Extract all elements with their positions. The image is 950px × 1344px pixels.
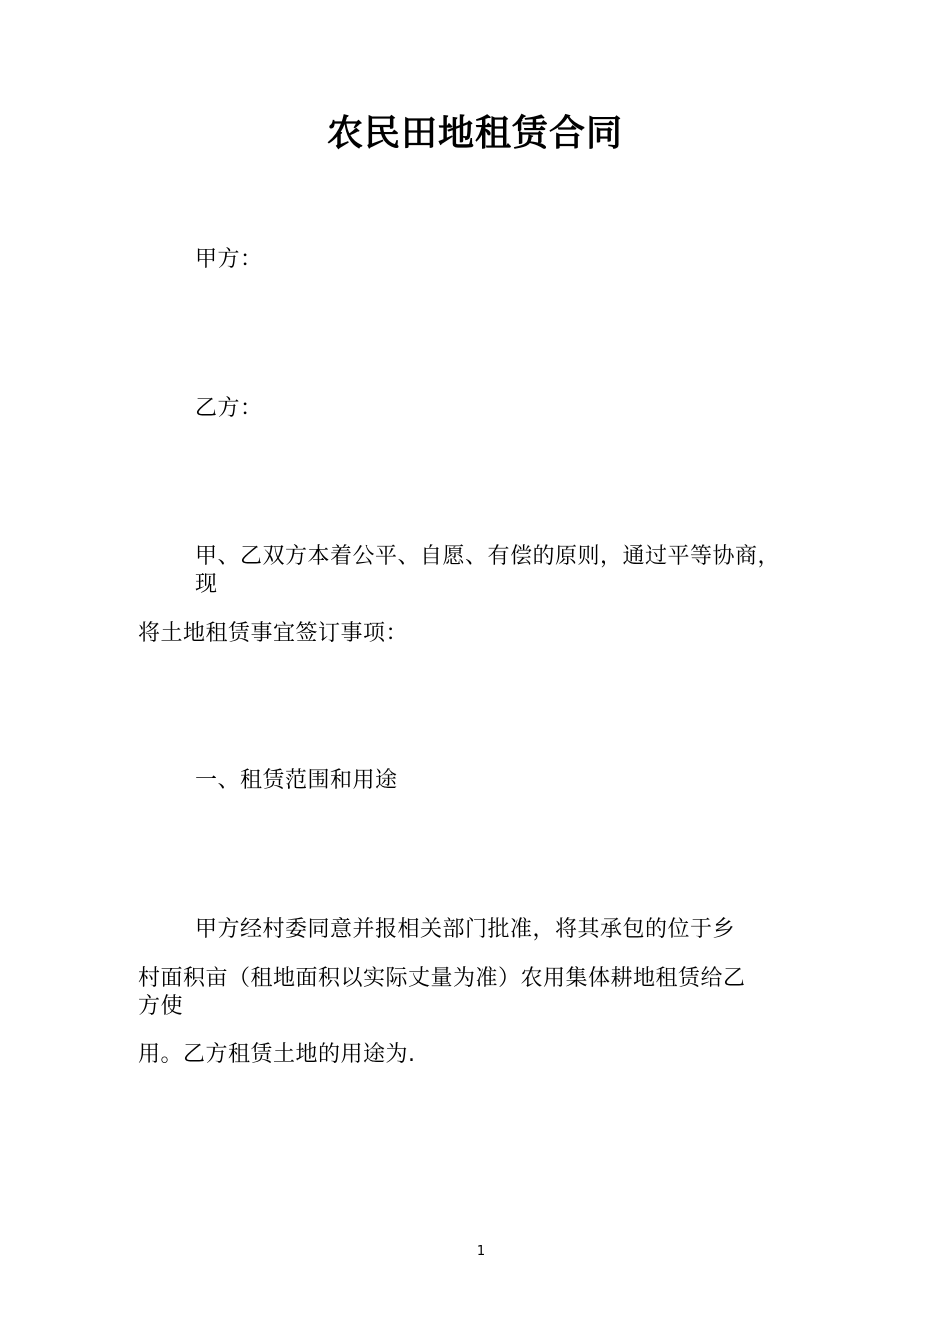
section-1-line-2: 村面积亩（租地面积以实际丈量为准）农用集体耕地租赁给乙	[138, 966, 746, 991]
party-b-label: 乙方：	[195, 396, 263, 421]
preamble-line-3: 将土地租赁事宜签订事项：	[138, 621, 409, 646]
section-1-heading: 一、租赁范围和用途	[195, 768, 398, 793]
section-1-line-4: 用。乙方租赁土地的用途为.	[138, 1042, 416, 1067]
party-a-label: 甲方：	[195, 247, 263, 272]
section-1-line-3: 方使	[138, 994, 184, 1019]
document-title: 农民田地租赁合同	[326, 113, 623, 154]
section-1-line-1: 甲方经村委同意并报相关部门批准，将其承包的位于乡	[195, 917, 736, 942]
preamble-line-1: 甲、乙双方本着公平、自愿、有偿的原则，通过平等协商，	[195, 544, 781, 569]
page-number: 1	[476, 1244, 486, 1259]
preamble-line-2: 现	[195, 572, 218, 597]
